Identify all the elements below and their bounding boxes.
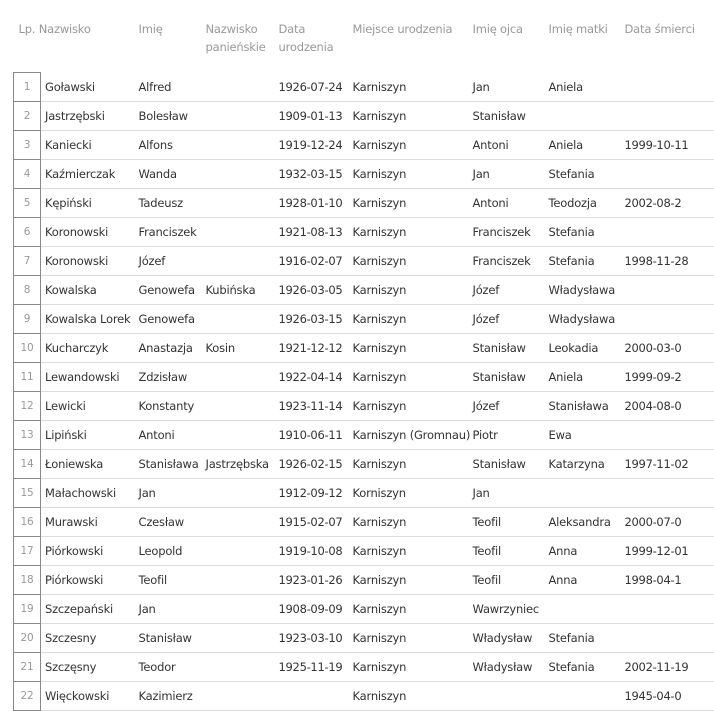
cell-nazwisko: Więckowski (41, 682, 135, 711)
cell-lp: 17 (14, 537, 41, 566)
table-row[interactable] (14, 595, 714, 624)
table-row[interactable] (14, 508, 714, 537)
cell-imie-ojca: Antoni (469, 131, 545, 160)
cell-imie: Anastazja (135, 334, 202, 363)
cell-nazwisko-panienskie (202, 653, 275, 682)
cell-miejsce-urodzenia: Karniszyn (349, 363, 469, 392)
cell-data-smierci: 1998-04-1 (621, 566, 714, 595)
cell-nazwisko: Murawski (41, 508, 135, 537)
cell-imie: Konstanty (135, 392, 202, 421)
cell-miejsce-urodzenia: Karniszyn (349, 566, 469, 595)
cell-imie-ojca: Teofil (469, 537, 545, 566)
cell-nazwisko-panienskie (202, 363, 275, 392)
cell-data-urodzenia: 1932-03-15 (275, 160, 349, 189)
cell-imie-ojca: Józef (469, 276, 545, 305)
cell-imie-matki: Aleksandra (545, 508, 621, 537)
cell-miejsce-urodzenia: Karniszyn (349, 334, 469, 363)
cell-imie-matki: Władysława (545, 305, 621, 334)
cell-imie-ojca (469, 682, 545, 711)
table-row[interactable] (14, 276, 714, 305)
cell-imie-matki (545, 595, 621, 624)
cell-imie-ojca: Stanisław (469, 334, 545, 363)
records-table (13, 12, 714, 711)
cell-imie: Alfred (135, 73, 202, 102)
cell-imie: Kazimierz (135, 682, 202, 711)
cell-lp: 7 (14, 247, 41, 276)
cell-nazwisko: Lewandowski (41, 363, 135, 392)
cell-lp: 3 (14, 131, 41, 160)
cell-nazwisko: Kępiński (41, 189, 135, 218)
table-row[interactable] (14, 73, 714, 102)
table-row[interactable] (14, 334, 714, 363)
cell-lp: 14 (14, 450, 41, 479)
cell-imie-matki: Stefania (545, 247, 621, 276)
cell-lp: 1 (14, 73, 41, 102)
cell-nazwisko: Łoniewska (41, 450, 135, 479)
cell-miejsce-urodzenia: Karniszyn (349, 305, 469, 334)
cell-nazwisko-panienskie (202, 566, 275, 595)
cell-imie-matki: Ewa (545, 421, 621, 450)
cell-imie-ojca: Teofil (469, 508, 545, 537)
cell-data-urodzenia: 1909-01-13 (275, 102, 349, 131)
cell-miejsce-urodzenia: Karniszyn (349, 450, 469, 479)
cell-imie: Leopold (135, 537, 202, 566)
cell-miejsce-urodzenia: Karniszyn (349, 160, 469, 189)
cell-nazwisko: Szczepański (41, 595, 135, 624)
cell-nazwisko-panienskie (202, 392, 275, 421)
cell-lp: 18 (14, 566, 41, 595)
cell-nazwisko: Kowalska Lorek (41, 305, 135, 334)
cell-data-smierci: 2002-11-19 (621, 653, 714, 682)
cell-lp: 13 (14, 421, 41, 450)
cell-miejsce-urodzenia: Karniszyn (349, 537, 469, 566)
cell-imie: Stanisław (135, 624, 202, 653)
cell-lp: 8 (14, 276, 41, 305)
cell-nazwisko-panienskie (202, 682, 275, 711)
header-nazwisko[interactable]: Nazwisko (38, 22, 91, 36)
cell-imie-ojca: Józef (469, 392, 545, 421)
cell-lp: 10 (14, 334, 41, 363)
cell-lp: 16 (14, 508, 41, 537)
cell-nazwisko-panienskie (202, 595, 275, 624)
cell-imie-matki: Leokadia (545, 334, 621, 363)
cell-imie-ojca: Stanisław (469, 363, 545, 392)
cell-data-urodzenia: 1923-03-10 (275, 624, 349, 653)
cell-lp: 15 (14, 479, 41, 508)
cell-imie-ojca: Jan (469, 73, 545, 102)
cell-nazwisko: Lewicki (41, 392, 135, 421)
cell-imie-matki: Stanisława (545, 392, 621, 421)
table-row[interactable] (14, 363, 714, 392)
table-row[interactable] (14, 305, 714, 334)
cell-data-smierci: 1945-04-0 (621, 682, 714, 711)
cell-imie: Genowefa (135, 305, 202, 334)
cell-nazwisko-panienskie (202, 479, 275, 508)
table-row[interactable] (14, 537, 714, 566)
cell-data-smierci: 2000-03-0 (621, 334, 714, 363)
cell-data-urodzenia: 1908-09-09 (275, 595, 349, 624)
cell-imie-ojca: Teofil (469, 566, 545, 595)
cell-nazwisko: Piórkowski (41, 537, 135, 566)
header-data-urodzenia[interactable]: Data urodzenia (278, 22, 334, 54)
cell-nazwisko-panienskie (202, 624, 275, 653)
cell-imie-matki: Katarzyna (545, 450, 621, 479)
cell-data-urodzenia: 1925-11-19 (275, 653, 349, 682)
cell-imie: Czesław (135, 508, 202, 537)
cell-imie: Teodor (135, 653, 202, 682)
cell-miejsce-urodzenia: Karniszyn (349, 682, 469, 711)
cell-imie-matki (545, 102, 621, 131)
table-header (14, 12, 714, 73)
header-miejsce-urodzenia[interactable]: Miejsce urodzenia (352, 22, 453, 36)
cell-miejsce-urodzenia: Karniszyn (349, 189, 469, 218)
header-imie-matki[interactable]: Imię matki (548, 22, 608, 36)
cell-nazwisko: Szczesny (41, 624, 135, 653)
cell-lp: 12 (14, 392, 41, 421)
table-row[interactable] (14, 682, 714, 711)
cell-data-smierci: 1998-11-28 (621, 247, 714, 276)
cell-imie: Stanisława (135, 450, 202, 479)
cell-nazwisko: Lipiński (41, 421, 135, 450)
cell-lp: 21 (14, 653, 41, 682)
cell-data-smierci: 2000-07-0 (621, 508, 714, 537)
cell-nazwisko: Szczęsny (41, 653, 135, 682)
cell-data-urodzenia: 1921-08-13 (275, 218, 349, 247)
cell-nazwisko-panienskie (202, 508, 275, 537)
cell-imie: Tadeusz (135, 189, 202, 218)
cell-data-urodzenia: 1912-09-12 (275, 479, 349, 508)
cell-data-urodzenia: 1926-02-15 (275, 450, 349, 479)
cell-data-urodzenia: 1921-12-12 (275, 334, 349, 363)
cell-miejsce-urodzenia: Karniszyn (349, 276, 469, 305)
header-imie-ojca[interactable]: Imię ojca (472, 22, 523, 36)
cell-nazwisko-panienskie (202, 421, 275, 450)
cell-imie-matki: Anna (545, 537, 621, 566)
cell-nazwisko-panienskie (202, 160, 275, 189)
table-row[interactable] (14, 247, 714, 276)
table-row[interactable] (14, 624, 714, 653)
cell-miejsce-urodzenia: Karniszyn (349, 218, 469, 247)
cell-nazwisko-panienskie (202, 102, 275, 131)
cell-imie: Jan (135, 479, 202, 508)
cell-imie-ojca: Jan (469, 479, 545, 508)
cell-imie: Genowefa (135, 276, 202, 305)
cell-miejsce-urodzenia: Karniszyn (349, 247, 469, 276)
header-nazwisko-panienskie[interactable]: Nazwisko panieńskie (205, 22, 266, 54)
cell-lp: 6 (14, 218, 41, 247)
cell-miejsce-urodzenia: Karniszyn (349, 595, 469, 624)
table-row[interactable] (14, 218, 714, 247)
cell-imie-matki: Stefania (545, 160, 621, 189)
cell-data-urodzenia: 1922-04-14 (275, 363, 349, 392)
cell-data-urodzenia: 1919-12-24 (275, 131, 349, 160)
header-lp-nazwisko[interactable] (14, 12, 135, 73)
cell-data-urodzenia: 1910-06-11 (275, 421, 349, 450)
cell-miejsce-urodzenia: Karniszyn (349, 131, 469, 160)
cell-lp: 20 (14, 624, 41, 653)
cell-nazwisko: Piórkowski (41, 566, 135, 595)
cell-data-smierci: 2004-08-0 (621, 392, 714, 421)
table-row[interactable] (14, 189, 714, 218)
cell-nazwisko-panienskie (202, 131, 275, 160)
cell-imie-matki: Stefania (545, 653, 621, 682)
cell-imie-ojca: Franciszek (469, 218, 545, 247)
cell-data-smierci (621, 479, 714, 508)
cell-imie: Teofil (135, 566, 202, 595)
cell-data-urodzenia: 1916-02-07 (275, 247, 349, 276)
cell-nazwisko: Małachowski (41, 479, 135, 508)
cell-lp: 9 (14, 305, 41, 334)
cell-data-smierci (621, 160, 714, 189)
cell-imie: Bolesław (135, 102, 202, 131)
cell-imie-matki (545, 682, 621, 711)
table-row[interactable] (14, 160, 714, 189)
table-row[interactable] (14, 566, 714, 595)
table-row[interactable] (14, 392, 714, 421)
cell-miejsce-urodzenia: Karniszyn (349, 392, 469, 421)
cell-data-smierci (621, 218, 714, 247)
cell-data-smierci: 1999-12-01 (621, 537, 714, 566)
cell-data-urodzenia: 1926-03-05 (275, 276, 349, 305)
cell-imie-ojca: Stanisław (469, 102, 545, 131)
cell-data-smierci (621, 276, 714, 305)
cell-imie-matki: Aniela (545, 73, 621, 102)
cell-imie-ojca: Stanisław (469, 450, 545, 479)
cell-data-smierci: 1999-10-11 (621, 131, 714, 160)
header-row (14, 12, 714, 73)
cell-data-smierci (621, 624, 714, 653)
table-row[interactable] (14, 131, 714, 160)
cell-nazwisko-panienskie (202, 537, 275, 566)
cell-imie-matki: Stefania (545, 624, 621, 653)
cell-nazwisko-panienskie (202, 247, 275, 276)
cell-miejsce-urodzenia: Karniszyn (Gromnau) (349, 421, 469, 450)
cell-imie-ojca: Antoni (469, 189, 545, 218)
cell-imie-matki: Teodozja (545, 189, 621, 218)
cell-data-smierci: 2002-08-2 (621, 189, 714, 218)
cell-imie-matki (545, 479, 621, 508)
cell-data-smierci (621, 305, 714, 334)
cell-miejsce-urodzenia: Karniszyn (349, 653, 469, 682)
cell-imie-matki: Anna (545, 566, 621, 595)
table-row[interactable] (14, 421, 714, 450)
cell-data-smierci (621, 421, 714, 450)
cell-nazwisko: Kaniecki (41, 131, 135, 160)
cell-lp: 2 (14, 102, 41, 131)
header-lp[interactable]: Lp. (18, 22, 36, 36)
cell-data-urodzenia: 1923-01-26 (275, 566, 349, 595)
header-imie[interactable]: Imię (138, 22, 163, 36)
table-row[interactable] (14, 102, 714, 131)
cell-data-smierci: 1999-09-2 (621, 363, 714, 392)
cell-miejsce-urodzenia: Karniszyn (349, 508, 469, 537)
cell-nazwisko: Kucharczyk (41, 334, 135, 363)
table-body (14, 73, 714, 711)
cell-imie: Wanda (135, 160, 202, 189)
cell-nazwisko: Koronowski (41, 218, 135, 247)
table-row[interactable] (14, 479, 714, 508)
cell-lp: 11 (14, 363, 41, 392)
table-row[interactable] (14, 653, 714, 682)
cell-data-urodzenia: 1926-07-24 (275, 73, 349, 102)
cell-miejsce-urodzenia: Karniszyn (349, 73, 469, 102)
cell-imie: Alfons (135, 131, 202, 160)
cell-nazwisko: Kowalska (41, 276, 135, 305)
cell-data-smierci (621, 595, 714, 624)
cell-data-urodzenia: 1928-01-10 (275, 189, 349, 218)
cell-nazwisko-panienskie (202, 73, 275, 102)
cell-imie-ojca: Jan (469, 160, 545, 189)
cell-imie-ojca: Władysław (469, 624, 545, 653)
cell-nazwisko: Koronowski (41, 247, 135, 276)
cell-imie-matki: Aniela (545, 363, 621, 392)
cell-data-urodzenia: 1926-03-15 (275, 305, 349, 334)
cell-imie: Franciszek (135, 218, 202, 247)
cell-imie-ojca: Wawrzyniec (469, 595, 545, 624)
cell-data-urodzenia: 1915-02-07 (275, 508, 349, 537)
cell-nazwisko: Goławski (41, 73, 135, 102)
cell-lp: 22 (14, 682, 41, 711)
cell-nazwisko-panienskie (202, 218, 275, 247)
cell-data-smierci (621, 102, 714, 131)
cell-data-urodzenia: 1919-10-08 (275, 537, 349, 566)
cell-nazwisko-panienskie (202, 305, 275, 334)
cell-imie-ojca: Józef (469, 305, 545, 334)
cell-imie: Józef (135, 247, 202, 276)
cell-nazwisko: Kaźmierczak (41, 160, 135, 189)
cell-nazwisko-panienskie: Jastrzębska (202, 450, 275, 479)
cell-imie-ojca: Władysław (469, 653, 545, 682)
cell-imie-matki: Władysława (545, 276, 621, 305)
cell-imie: Jan (135, 595, 202, 624)
cell-imie-matki: Aniela (545, 131, 621, 160)
cell-miejsce-urodzenia: Karniszyn (349, 624, 469, 653)
cell-lp: 5 (14, 189, 41, 218)
cell-imie-ojca: Piotr (469, 421, 545, 450)
cell-nazwisko-panienskie: Kosin (202, 334, 275, 363)
cell-nazwisko-panienskie (202, 189, 275, 218)
cell-miejsce-urodzenia: Karniszyn (349, 102, 469, 131)
cell-nazwisko-panienskie: Kubińska (202, 276, 275, 305)
cell-lp: 19 (14, 595, 41, 624)
cell-nazwisko: Jastrzębski (41, 102, 135, 131)
cell-data-smierci (621, 73, 714, 102)
cell-imie-matki: Stefania (545, 218, 621, 247)
cell-data-smierci: 1997-11-02 (621, 450, 714, 479)
cell-data-urodzenia: 1923-11-14 (275, 392, 349, 421)
header-data-smierci[interactable]: Data śmierci (624, 22, 695, 36)
table-row[interactable] (14, 450, 714, 479)
cell-data-urodzenia (275, 682, 349, 711)
cell-miejsce-urodzenia: Korniszyn (349, 479, 469, 508)
cell-lp: 4 (14, 160, 41, 189)
cell-imie: Antoni (135, 421, 202, 450)
cell-imie-ojca: Franciszek (469, 247, 545, 276)
cell-imie: Zdzisław (135, 363, 202, 392)
